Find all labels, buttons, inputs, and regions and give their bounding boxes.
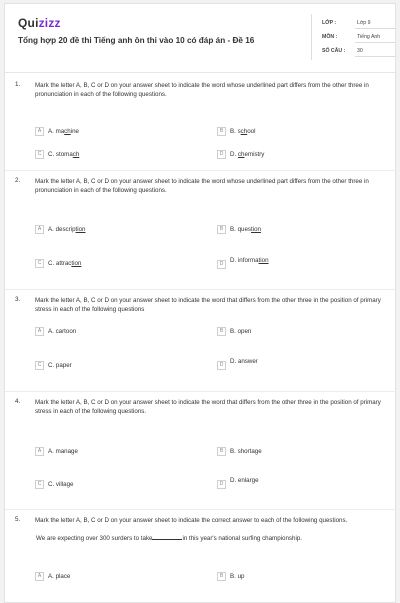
- meta-class-key: LỚP :: [322, 20, 337, 26]
- option-c[interactable]: C C. village: [35, 480, 73, 489]
- option-d[interactable]: D D. information: [217, 257, 269, 269]
- option-letter-box: B: [217, 447, 226, 456]
- option-letter-box: A: [35, 225, 44, 234]
- option-letter-box: D: [217, 260, 226, 269]
- option-letter-box: A: [35, 572, 44, 581]
- meta-subject-value: Tiếng Anh: [357, 34, 381, 40]
- option-c[interactable]: C C. attraction: [35, 259, 81, 268]
- option-letter-box: D: [217, 150, 226, 159]
- question-number: 3.: [15, 296, 21, 303]
- option-letter-box: B: [217, 327, 226, 336]
- question-separator: [5, 391, 397, 392]
- question-text: Mark the letter A, B, C or D on your answer sheet to indicate the word whose underlined part differs from the other three in pronunciation in each of the following questions.: [35, 178, 369, 194]
- option-letter-box: A: [35, 327, 44, 336]
- option-d[interactable]: D D. answer: [217, 358, 258, 370]
- option-letter-box: D: [217, 361, 226, 370]
- option-letter-box: A: [35, 447, 44, 456]
- option-b[interactable]: B B. open: [217, 327, 251, 336]
- question-text: Mark the letter A, B, C or D on your answer sheet to indicate the correct answer to each of the following questions.: [35, 517, 348, 524]
- question-separator: [5, 170, 397, 171]
- option-letter-box: B: [217, 572, 226, 581]
- option-letter-box: C: [35, 480, 44, 489]
- header-divider: [5, 72, 397, 73]
- option-b[interactable]: B B. up: [217, 572, 244, 581]
- question-text: Mark the letter A, B, C or D on your answer sheet to indicate the word that differs from the other three in the position of primary stress in each of the following questions.: [35, 399, 381, 415]
- meta-count-value: 30: [357, 48, 363, 54]
- question-separator: [5, 509, 397, 510]
- option-c[interactable]: C C. paper: [35, 361, 72, 370]
- worksheet-page: [4, 3, 396, 603]
- option-a[interactable]: A A. machine: [35, 127, 79, 136]
- option-letter-box: A: [35, 127, 44, 136]
- option-a[interactable]: A A. cartoon: [35, 327, 76, 336]
- question-separator: [5, 289, 397, 290]
- question-text: Mark the letter A, B, C or D on your answer sheet to indicate the word whose underlined part differs from the other three in pronunciation in each of the following questions.: [35, 82, 369, 98]
- question-sentence: We are expecting over 300 surders to take in this year's national surfing championship.: [36, 535, 302, 542]
- question-text: Mark the letter A, B, C or D on your answer sheet to indicate the word that differs from the other three in the position of primary stress in each of the following questions: [35, 297, 381, 313]
- option-letter-box: C: [35, 150, 44, 159]
- option-c[interactable]: C C. stomach: [35, 150, 79, 159]
- document-title: Tổng hợp 20 đề thi Tiếng anh ôn thi vào 10 có đáp án - Đề 16: [18, 36, 255, 45]
- meta-subject-key: MÔN :: [322, 34, 338, 40]
- option-letter-box: C: [35, 259, 44, 268]
- question-number: 1.: [15, 81, 21, 88]
- option-b[interactable]: B B. school: [217, 127, 255, 136]
- quizizz-logo: Quizizz: [18, 16, 61, 30]
- question-number: 5.: [15, 516, 21, 523]
- question-number: 4.: [15, 398, 21, 405]
- option-a[interactable]: A A. place: [35, 572, 70, 581]
- meta-count-key: SỐ CÂU :: [322, 48, 346, 54]
- option-d[interactable]: D D. enlarge: [217, 477, 259, 489]
- option-a[interactable]: A A. description: [35, 225, 86, 234]
- option-a[interactable]: A A. manage: [35, 447, 78, 456]
- option-letter-box: C: [35, 361, 44, 370]
- option-d[interactable]: D D. chemistry: [217, 150, 264, 159]
- option-letter-box: B: [217, 225, 226, 234]
- option-letter-box: B: [217, 127, 226, 136]
- meta-class-value: Lớp 9: [357, 20, 371, 26]
- meta-info-box: [311, 14, 395, 60]
- option-b[interactable]: B B. shortage: [217, 447, 262, 456]
- answer-blank: [152, 539, 182, 540]
- worksheet-header: [5, 4, 397, 66]
- option-b[interactable]: B B. question: [217, 225, 261, 234]
- option-letter-box: D: [217, 480, 226, 489]
- question-number: 2.: [15, 177, 21, 184]
